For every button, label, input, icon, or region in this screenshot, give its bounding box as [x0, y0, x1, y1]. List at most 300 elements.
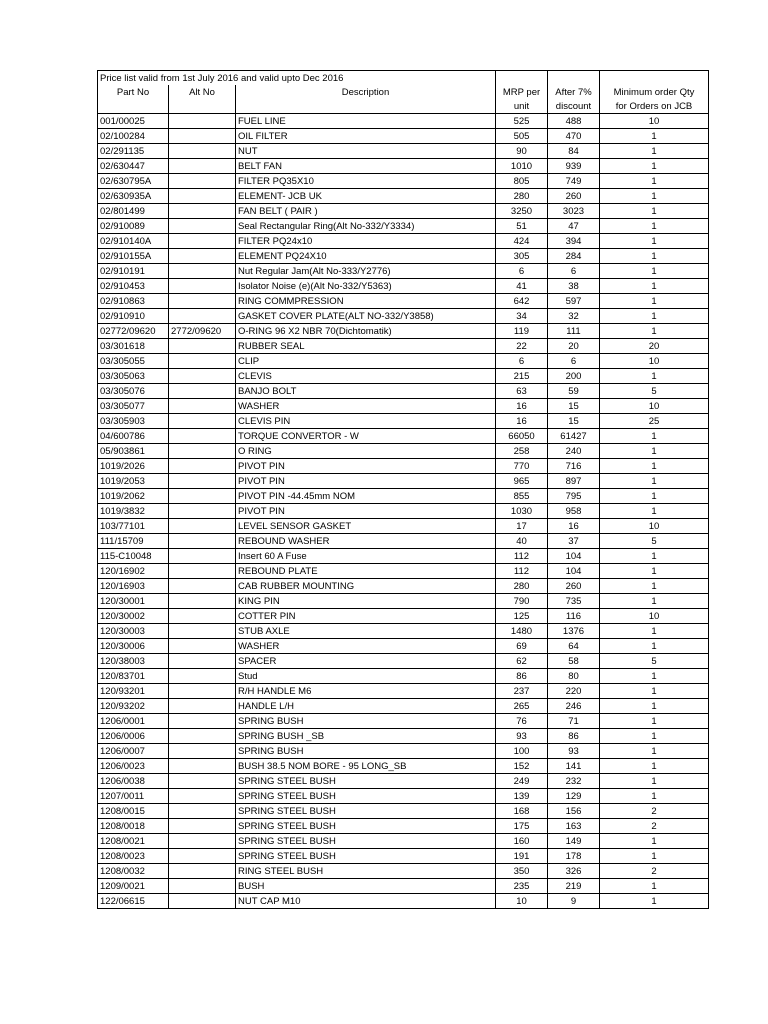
mrp-cell: 6: [496, 354, 548, 369]
alt-no-cell: [169, 519, 236, 534]
mrp-cell: 642: [496, 294, 548, 309]
min-order-cell: 1: [600, 594, 709, 609]
table-row: [98, 684, 709, 699]
part-no-cell: 03/305903: [98, 414, 169, 429]
alt-no-cell: [169, 129, 236, 144]
mrp-cell: 86: [496, 669, 548, 684]
header-part-no: Part No: [98, 85, 169, 99]
min-order-cell: 1: [600, 579, 709, 594]
part-no-cell: 02772/09620: [98, 324, 169, 339]
part-no-cell: 120/83701: [98, 669, 169, 684]
description-cell: BUSH: [236, 879, 496, 894]
mrp-cell: 100: [496, 744, 548, 759]
part-no-cell: 111/15709: [98, 534, 169, 549]
part-no-cell: 02/630935A: [98, 189, 169, 204]
table-row: [98, 234, 709, 249]
alt-no-cell: [169, 744, 236, 759]
after-discount-cell: 939: [548, 159, 600, 174]
table-row: [98, 294, 709, 309]
mrp-cell: 69: [496, 639, 548, 654]
after-discount-cell: 32: [548, 309, 600, 324]
after-discount-cell: 232: [548, 774, 600, 789]
after-discount-cell: 260: [548, 579, 600, 594]
after-discount-cell: 3023: [548, 204, 600, 219]
min-order-cell: 1: [600, 699, 709, 714]
alt-no-cell: [169, 414, 236, 429]
alt-no-cell: [169, 474, 236, 489]
after-discount-cell: 141: [548, 759, 600, 774]
min-order-cell: 2: [600, 864, 709, 879]
mrp-cell: 160: [496, 834, 548, 849]
part-no-cell: 02/291135: [98, 144, 169, 159]
price-list-title: Price list valid from 1st July 2016 and valid upto Dec 2016: [98, 71, 496, 86]
description-cell: HANDLE L/H: [236, 699, 496, 714]
alt-no-cell: [169, 609, 236, 624]
mrp-cell: 3250: [496, 204, 548, 219]
after-discount-cell: 394: [548, 234, 600, 249]
table-row: [98, 114, 709, 129]
table-row: [98, 699, 709, 714]
after-discount-cell: 129: [548, 789, 600, 804]
after-discount-cell: 84: [548, 144, 600, 159]
part-no-cell: 02/100284: [98, 129, 169, 144]
after-discount-cell: 156: [548, 804, 600, 819]
header-for-orders: for Orders on JCB: [600, 99, 709, 114]
mrp-cell: 505: [496, 129, 548, 144]
table-row: [98, 339, 709, 354]
mrp-cell: 280: [496, 579, 548, 594]
table-row: [98, 384, 709, 399]
price-list-table: [97, 70, 709, 909]
description-cell: SPRING BUSH _SB: [236, 729, 496, 744]
description-cell: SPRING STEEL BUSH: [236, 849, 496, 864]
min-order-cell: 25: [600, 414, 709, 429]
table-row: [98, 399, 709, 414]
mrp-cell: 525: [496, 114, 548, 129]
table-row: [98, 624, 709, 639]
part-no-cell: 02/910191: [98, 264, 169, 279]
min-order-cell: 5: [600, 534, 709, 549]
description-cell: RUBBER SEAL: [236, 339, 496, 354]
mrp-cell: 965: [496, 474, 548, 489]
description-cell: ELEMENT PQ24X10: [236, 249, 496, 264]
min-order-cell: 1: [600, 369, 709, 384]
alt-no-cell: [169, 729, 236, 744]
after-discount-cell: 116: [548, 609, 600, 624]
after-discount-cell: 470: [548, 129, 600, 144]
after-discount-cell: 16: [548, 519, 600, 534]
alt-no-cell: [169, 219, 236, 234]
part-no-cell: 1019/2053: [98, 474, 169, 489]
part-no-cell: 103/77101: [98, 519, 169, 534]
table-row: [98, 864, 709, 879]
after-discount-cell: 37: [548, 534, 600, 549]
after-discount-cell: 716: [548, 459, 600, 474]
after-discount-cell: 38: [548, 279, 600, 294]
part-no-cell: 1209/0021: [98, 879, 169, 894]
mrp-cell: 16: [496, 414, 548, 429]
min-order-cell: 10: [600, 609, 709, 624]
mrp-cell: 265: [496, 699, 548, 714]
min-order-cell: 10: [600, 354, 709, 369]
table-row: [98, 744, 709, 759]
mrp-cell: 424: [496, 234, 548, 249]
mrp-cell: 40: [496, 534, 548, 549]
description-cell: RING COMMPRESSION: [236, 294, 496, 309]
part-no-cell: 1206/0007: [98, 744, 169, 759]
description-cell: FILTER PQ24x10: [236, 234, 496, 249]
alt-no-cell: [169, 774, 236, 789]
mrp-cell: 119: [496, 324, 548, 339]
table-row: [98, 654, 709, 669]
header-mrp: MRP per: [496, 85, 548, 99]
alt-no-cell: [169, 624, 236, 639]
part-no-cell: 03/305055: [98, 354, 169, 369]
alt-no-cell: [169, 249, 236, 264]
alt-no-cell: [169, 699, 236, 714]
mrp-cell: 1030: [496, 504, 548, 519]
table-row: [98, 369, 709, 384]
part-no-cell: 1208/0023: [98, 849, 169, 864]
table-row: [98, 219, 709, 234]
description-cell: SPRING STEEL BUSH: [236, 774, 496, 789]
after-discount-cell: 47: [548, 219, 600, 234]
description-cell: OIL FILTER: [236, 129, 496, 144]
alt-no-cell: [169, 759, 236, 774]
after-discount-cell: 178: [548, 849, 600, 864]
after-discount-cell: 104: [548, 564, 600, 579]
min-order-cell: 1: [600, 549, 709, 564]
alt-no-cell: [169, 579, 236, 594]
after-discount-cell: 246: [548, 699, 600, 714]
alt-no-cell: [169, 834, 236, 849]
description-cell: BANJO BOLT: [236, 384, 496, 399]
description-cell: RING STEEL BUSH: [236, 864, 496, 879]
mrp-cell: 258: [496, 444, 548, 459]
min-order-cell: 2: [600, 819, 709, 834]
header-row-1: [98, 85, 709, 99]
mrp-cell: 112: [496, 564, 548, 579]
after-discount-cell: 220: [548, 684, 600, 699]
header-min-order: Minimum order Qty: [600, 85, 709, 99]
alt-no-cell: [169, 189, 236, 204]
table-row: [98, 174, 709, 189]
table-row: [98, 729, 709, 744]
alt-no-cell: [169, 294, 236, 309]
mrp-cell: 855: [496, 489, 548, 504]
mrp-cell: 1480: [496, 624, 548, 639]
table-row: [98, 519, 709, 534]
after-discount-cell: 897: [548, 474, 600, 489]
table-row: [98, 849, 709, 864]
description-cell: FUEL LINE: [236, 114, 496, 129]
after-discount-cell: 59: [548, 384, 600, 399]
part-no-cell: 115-C10048: [98, 549, 169, 564]
alt-no-cell: [169, 234, 236, 249]
alt-no-cell: [169, 489, 236, 504]
table-row: [98, 324, 709, 339]
part-no-cell: 1208/0032: [98, 864, 169, 879]
mrp-cell: 6: [496, 264, 548, 279]
description-cell: FILTER PQ35X10: [236, 174, 496, 189]
description-cell: FAN BELT ( PAIR ): [236, 204, 496, 219]
part-no-cell: 02/910089: [98, 219, 169, 234]
description-cell: PIVOT PIN: [236, 474, 496, 489]
min-order-cell: 1: [600, 834, 709, 849]
table-row: [98, 189, 709, 204]
description-cell: BELT FAN: [236, 159, 496, 174]
after-discount-cell: 64: [548, 639, 600, 654]
mrp-cell: 112: [496, 549, 548, 564]
min-order-cell: 1: [600, 144, 709, 159]
min-order-cell: 1: [600, 789, 709, 804]
description-cell: Isolator Noise (e)(Alt No-332/Y5363): [236, 279, 496, 294]
part-no-cell: 03/305077: [98, 399, 169, 414]
min-order-cell: 5: [600, 654, 709, 669]
min-order-cell: 1: [600, 504, 709, 519]
part-no-cell: 02/630447: [98, 159, 169, 174]
header-after-discount: After 7%: [548, 85, 600, 99]
description-cell: CLEVIS PIN: [236, 414, 496, 429]
min-order-cell: 1: [600, 459, 709, 474]
table-row: [98, 474, 709, 489]
alt-no-cell: [169, 144, 236, 159]
alt-no-cell: [169, 564, 236, 579]
table-row: [98, 894, 709, 909]
after-discount-cell: 240: [548, 444, 600, 459]
min-order-cell: 1: [600, 729, 709, 744]
mrp-cell: 168: [496, 804, 548, 819]
alt-no-cell: [169, 114, 236, 129]
description-cell: STUB AXLE: [236, 624, 496, 639]
after-discount-cell: 58: [548, 654, 600, 669]
part-no-cell: 1019/2026: [98, 459, 169, 474]
min-order-cell: 1: [600, 279, 709, 294]
part-no-cell: 120/30002: [98, 609, 169, 624]
description-cell: Nut Regular Jam(Alt No-333/Y2776): [236, 264, 496, 279]
min-order-cell: 1: [600, 159, 709, 174]
alt-no-cell: [169, 459, 236, 474]
table-row: [98, 249, 709, 264]
description-cell: GASKET COVER PLATE(ALT NO-332/Y3858): [236, 309, 496, 324]
alt-no-cell: [169, 174, 236, 189]
description-cell: SPRING STEEL BUSH: [236, 819, 496, 834]
min-order-cell: 1: [600, 324, 709, 339]
mrp-cell: 139: [496, 789, 548, 804]
table-row: [98, 534, 709, 549]
part-no-cell: 120/16902: [98, 564, 169, 579]
description-cell: PIVOT PIN -44.45mm NOM: [236, 489, 496, 504]
mrp-cell: 93: [496, 729, 548, 744]
table-row: [98, 444, 709, 459]
part-no-cell: 02/801499: [98, 204, 169, 219]
after-discount-cell: 104: [548, 549, 600, 564]
description-cell: O RING: [236, 444, 496, 459]
alt-no-cell: [169, 879, 236, 894]
mrp-cell: 237: [496, 684, 548, 699]
description-cell: NUT: [236, 144, 496, 159]
mrp-cell: 76: [496, 714, 548, 729]
description-cell: O-RING 96 X2 NBR 70(Dichtomatik): [236, 324, 496, 339]
description-cell: SPRING STEEL BUSH: [236, 834, 496, 849]
part-no-cell: 1206/0001: [98, 714, 169, 729]
part-no-cell: 120/38003: [98, 654, 169, 669]
alt-no-cell: [169, 654, 236, 669]
min-order-cell: 20: [600, 339, 709, 354]
mrp-cell: 770: [496, 459, 548, 474]
mrp-cell: 66050: [496, 429, 548, 444]
table-row: [98, 579, 709, 594]
min-order-cell: 1: [600, 639, 709, 654]
part-no-cell: 001/00025: [98, 114, 169, 129]
min-order-cell: 1: [600, 669, 709, 684]
after-discount-cell: 163: [548, 819, 600, 834]
alt-no-cell: [169, 444, 236, 459]
description-cell: WASHER: [236, 639, 496, 654]
table-row: [98, 129, 709, 144]
part-no-cell: 03/305076: [98, 384, 169, 399]
alt-no-cell: 2772/09620: [169, 324, 236, 339]
table-row: [98, 834, 709, 849]
mrp-cell: 22: [496, 339, 548, 354]
after-discount-cell: 111: [548, 324, 600, 339]
min-order-cell: 1: [600, 444, 709, 459]
after-discount-cell: 71: [548, 714, 600, 729]
min-order-cell: 1: [600, 714, 709, 729]
mrp-cell: 805: [496, 174, 548, 189]
table-row: [98, 504, 709, 519]
part-no-cell: 02/910140A: [98, 234, 169, 249]
part-no-cell: 1208/0018: [98, 819, 169, 834]
after-discount-cell: 749: [548, 174, 600, 189]
part-no-cell: 1019/2062: [98, 489, 169, 504]
description-cell: REBOUND WASHER: [236, 534, 496, 549]
mrp-cell: 10: [496, 894, 548, 909]
part-no-cell: 03/305063: [98, 369, 169, 384]
table-row: [98, 414, 709, 429]
description-cell: CLEVIS: [236, 369, 496, 384]
header-alt-no: Alt No: [169, 85, 236, 99]
description-cell: CLIP: [236, 354, 496, 369]
table-row: [98, 774, 709, 789]
min-order-cell: 1: [600, 744, 709, 759]
title-row: [98, 71, 709, 86]
part-no-cell: 02/910155A: [98, 249, 169, 264]
min-order-cell: 1: [600, 294, 709, 309]
after-discount-cell: 15: [548, 414, 600, 429]
after-discount-cell: 6: [548, 264, 600, 279]
alt-no-cell: [169, 669, 236, 684]
min-order-cell: 1: [600, 189, 709, 204]
min-order-cell: 1: [600, 759, 709, 774]
header-description: Description: [236, 85, 496, 99]
mrp-cell: 249: [496, 774, 548, 789]
description-cell: TORQUE CONVERTOR - W: [236, 429, 496, 444]
table-row: [98, 354, 709, 369]
min-order-cell: 1: [600, 849, 709, 864]
table-row: [98, 459, 709, 474]
description-cell: BUSH 38.5 NOM BORE - 95 LONG_SB: [236, 759, 496, 774]
min-order-cell: 1: [600, 564, 709, 579]
min-order-cell: 5: [600, 384, 709, 399]
alt-no-cell: [169, 594, 236, 609]
alt-no-cell: [169, 279, 236, 294]
mrp-cell: 90: [496, 144, 548, 159]
after-discount-cell: 488: [548, 114, 600, 129]
mrp-cell: 51: [496, 219, 548, 234]
part-no-cell: 120/30003: [98, 624, 169, 639]
table-row: [98, 144, 709, 159]
table-row: [98, 789, 709, 804]
after-discount-cell: 93: [548, 744, 600, 759]
part-no-cell: 02/630795A: [98, 174, 169, 189]
after-discount-cell: 6: [548, 354, 600, 369]
alt-no-cell: [169, 804, 236, 819]
mrp-cell: 152: [496, 759, 548, 774]
alt-no-cell: [169, 639, 236, 654]
part-no-cell: 120/30001: [98, 594, 169, 609]
mrp-cell: 63: [496, 384, 548, 399]
part-no-cell: 03/301618: [98, 339, 169, 354]
mrp-cell: 235: [496, 879, 548, 894]
alt-no-cell: [169, 309, 236, 324]
part-no-cell: 120/16903: [98, 579, 169, 594]
description-cell: LEVEL SENSOR GASKET: [236, 519, 496, 534]
after-discount-cell: 9: [548, 894, 600, 909]
mrp-cell: 34: [496, 309, 548, 324]
after-discount-cell: 219: [548, 879, 600, 894]
after-discount-cell: 1376: [548, 624, 600, 639]
min-order-cell: 1: [600, 894, 709, 909]
table-row: [98, 264, 709, 279]
mrp-cell: 17: [496, 519, 548, 534]
alt-no-cell: [169, 534, 236, 549]
part-no-cell: 1208/0021: [98, 834, 169, 849]
table-row: [98, 309, 709, 324]
part-no-cell: 120/93202: [98, 699, 169, 714]
table-row: [98, 159, 709, 174]
table-row: [98, 279, 709, 294]
mrp-cell: 280: [496, 189, 548, 204]
mrp-cell: 16: [496, 399, 548, 414]
description-cell: ELEMENT- JCB UK: [236, 189, 496, 204]
part-no-cell: 1206/0023: [98, 759, 169, 774]
table-row: [98, 609, 709, 624]
min-order-cell: 10: [600, 114, 709, 129]
description-cell: PIVOT PIN: [236, 459, 496, 474]
min-order-cell: 10: [600, 399, 709, 414]
description-cell: REBOUND PLATE: [236, 564, 496, 579]
min-order-cell: 1: [600, 219, 709, 234]
alt-no-cell: [169, 549, 236, 564]
min-order-cell: 1: [600, 249, 709, 264]
after-discount-cell: 597: [548, 294, 600, 309]
part-no-cell: 120/30006: [98, 639, 169, 654]
table-row: [98, 204, 709, 219]
after-discount-cell: 149: [548, 834, 600, 849]
after-discount-cell: 284: [548, 249, 600, 264]
min-order-cell: 1: [600, 774, 709, 789]
after-discount-cell: 20: [548, 339, 600, 354]
description-cell: SPRING BUSH: [236, 744, 496, 759]
header-discount: discount: [548, 99, 600, 114]
min-order-cell: 2: [600, 804, 709, 819]
mrp-cell: 175: [496, 819, 548, 834]
after-discount-cell: 61427: [548, 429, 600, 444]
after-discount-cell: 326: [548, 864, 600, 879]
description-cell: SPACER: [236, 654, 496, 669]
alt-no-cell: [169, 264, 236, 279]
